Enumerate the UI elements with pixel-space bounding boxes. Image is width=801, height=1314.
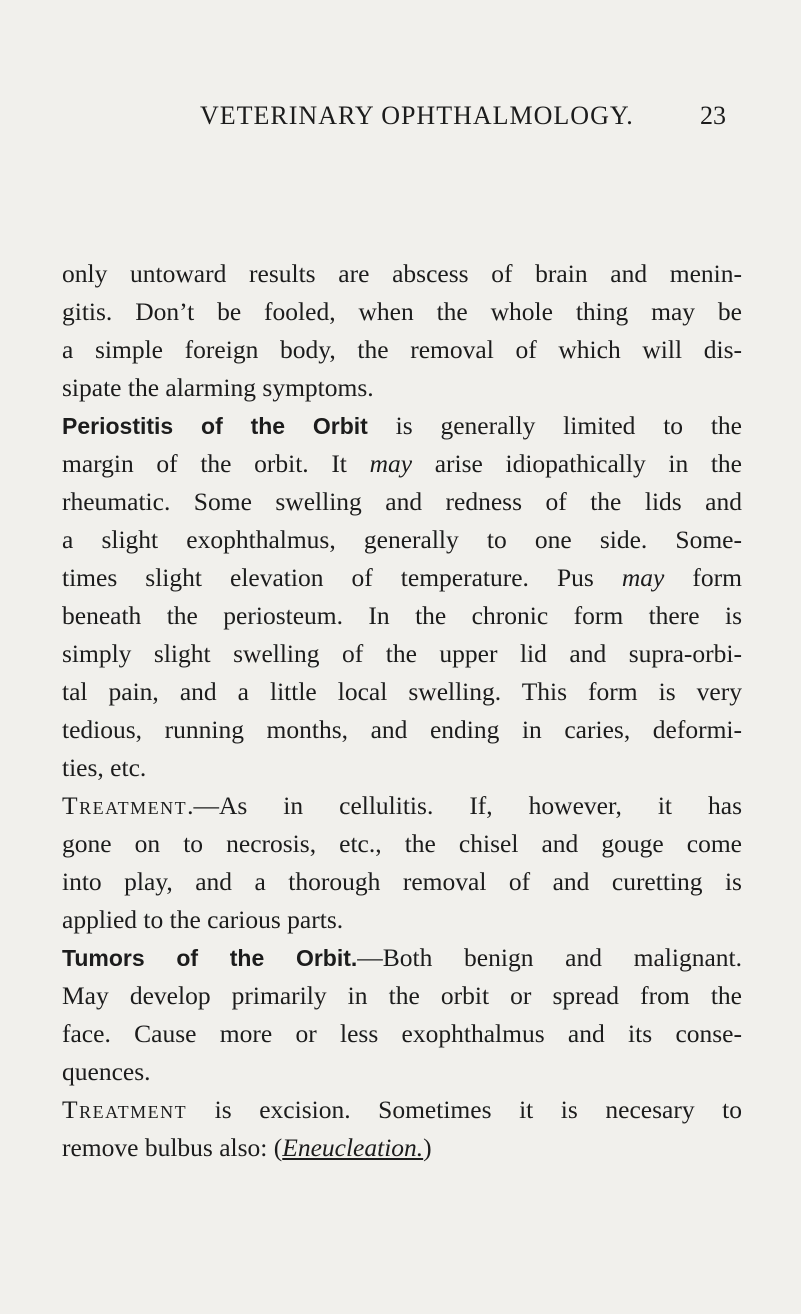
line-text: only untoward results are abscess of brain and menin- [62,259,742,288]
line-text: —Both benign and malignant. [357,943,742,972]
line-text: quences. [62,1057,151,1086]
line-text: gitis. Don’t be fooled, when the whole thing may be [62,297,742,326]
line-text: face. Cause more or less exophthalmus and its conse- [62,1019,742,1048]
line-text: a slight exophthalmus, generally to one side. Some- [62,525,742,554]
text-line [62,256,742,292]
text-line [62,940,742,976]
text-line [62,560,742,596]
text-line [62,1130,742,1166]
line-text: tedious, running months, and ending in caries, deformi- [62,715,742,744]
italic-word: may [621,563,665,592]
text-line [62,712,742,748]
line-text: arise idiopathically in the [412,449,743,478]
text-line [62,788,742,824]
running-head: VETERINARY OPHTHALMOLOGY. [200,101,634,130]
text-line [62,902,742,938]
treatment-label: Treatment [62,1095,188,1124]
text-line [62,370,742,406]
line-text: form [664,563,742,592]
section-heading-tumors: Tumors of the Orbit. [62,945,358,971]
text-line [62,446,742,482]
text-line [62,674,742,710]
page-number: 23 [700,101,726,130]
line-text: ties, etc. [62,753,147,782]
text-line [62,1016,742,1052]
line-text: sipate the alarming symptoms. [62,373,374,402]
text-line [62,332,742,368]
text-line [62,1092,742,1128]
line-text: .—As in cellulitis. If, however, it has [187,791,742,820]
line-text: simply slight swelling of the upper lid and supra-orbi- [62,639,742,668]
italic-term: Eneucleation. [282,1133,424,1162]
line-text: gone on to necrosis, etc., the chisel and gouge come [62,829,742,858]
text-line [62,522,742,558]
text-line [62,598,742,634]
line-text: times slight elevation of temperature. Pus [62,563,622,592]
text-line [62,1054,742,1090]
text-line [62,636,742,672]
line-text: is generally limited to the [367,411,742,440]
text-line [62,294,742,330]
text-line [62,750,742,786]
line-text: beneath the periosteum. In the chronic form there is [62,601,742,630]
line-text: remove bulbus also: ( [62,1133,283,1162]
text-line [62,826,742,862]
line-text: rheumatic. Some swelling and redness of the lids and [62,487,742,516]
text-line [62,978,742,1014]
line-text: May develop primarily in the orbit or spread from the [62,981,742,1010]
line-text: tal pain, and a little local swelling. This form is very [62,677,742,706]
line-text: into play, and a thorough removal of and curetting is [62,867,742,896]
line-text: is excision. Sometimes it is necesary to [187,1095,742,1124]
line-text: applied to the carious parts. [62,905,344,934]
italic-word: may [369,449,413,478]
section-heading-periostitis: Periostitis of the Orbit [62,413,368,439]
line-text: ) [423,1133,432,1162]
treatment-label: Treatment [62,791,188,820]
line-text: margin of the orbit. It [62,449,370,478]
line-text: a simple foreign body, the removal of which will dis- [62,335,742,364]
text-line [62,484,742,520]
text-line [62,864,742,900]
text-line [62,408,742,444]
